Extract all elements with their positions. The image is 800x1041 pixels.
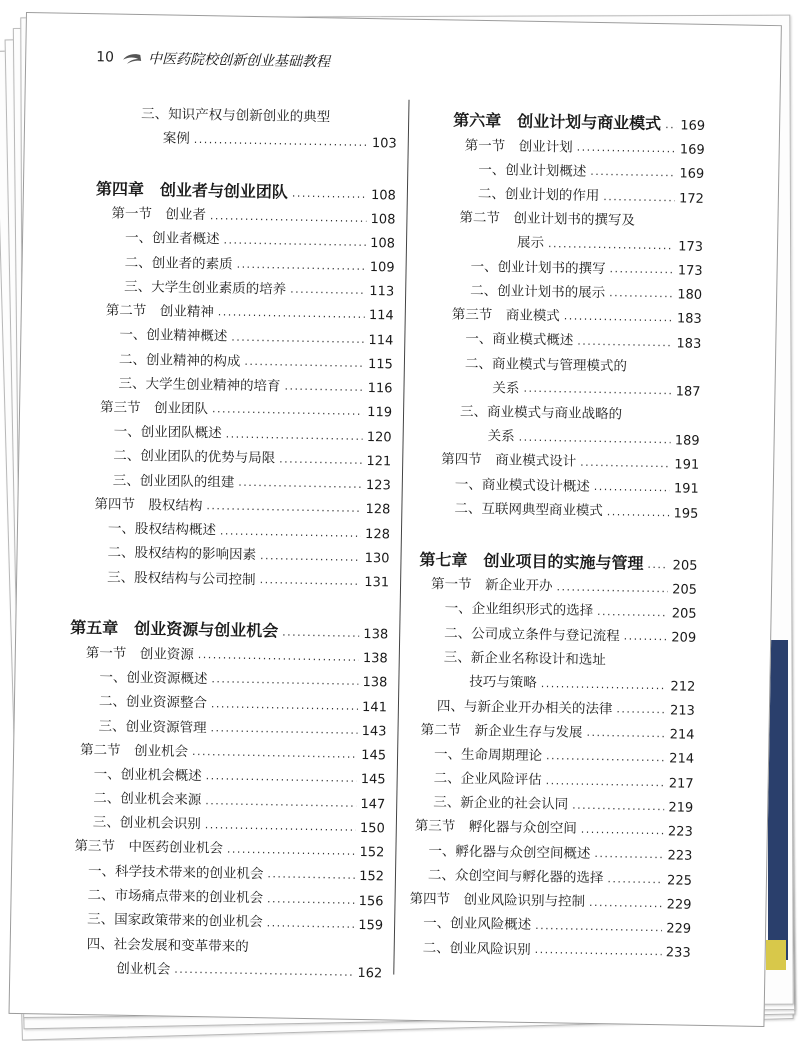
toc-entry-title: 第五章 创业资源与创业机会 — [70, 618, 279, 641]
dot-leader — [607, 873, 663, 885]
toc-page-number: 120 — [366, 429, 392, 446]
dot-leader — [616, 703, 666, 715]
toc-entry-title: 第三节 中医药创业机会 — [74, 838, 224, 858]
toc-page-number: 189 — [674, 433, 700, 449]
toc-entry-title: 一、创业计划书的撰写 — [470, 258, 606, 277]
dot-leader — [577, 142, 676, 155]
toc-entry-title: 三、知识产权与创新创业的典型 — [141, 105, 331, 126]
dot-leader — [226, 428, 363, 441]
toc-section-row[interactable] — [94, 488, 390, 517]
toc-entry-title: 二、创业计划书的展示 — [470, 282, 606, 302]
toc-item-row[interactable] — [434, 737, 694, 766]
toc-entry-title: 二、股权结构的影响因素 — [107, 544, 257, 564]
toc-entry-title: 一、创业精神概述 — [119, 326, 228, 345]
toc-entry-title: 三、商业模式与商业战略的 — [459, 403, 623, 423]
toc-page-number: 191 — [673, 481, 699, 498]
toc-page-number: 123 — [365, 478, 391, 494]
dot-leader — [284, 381, 363, 393]
toc-page-number: 141 — [361, 699, 388, 716]
dot-leader — [572, 800, 664, 813]
toc-entry-title: 第四节 股权结构 — [94, 496, 203, 514]
book-cover-edge — [768, 640, 788, 960]
toc-entry-title: 一、创业资源概述 — [99, 669, 208, 688]
dot-leader — [223, 234, 366, 247]
dot-leader — [564, 311, 673, 324]
toc-page-number: 187 — [675, 384, 701, 401]
toc-entry-title: 三、股权结构与公司控制 — [107, 569, 256, 588]
toc-item-row[interactable] — [437, 689, 695, 718]
toc-entry-title: 二、公司成立条件与登记流程 — [444, 625, 620, 645]
toc-entry-title: 关系 — [492, 380, 520, 397]
toc-item-row[interactable] — [87, 903, 383, 932]
toc-item-row[interactable] — [98, 709, 386, 738]
toc-entry-title: 三、大学生创业素质的培养 — [124, 278, 287, 298]
toc-item-row[interactable] — [119, 342, 393, 371]
dot-leader — [198, 649, 359, 663]
toc-item-row[interactable] — [428, 834, 692, 863]
dot-leader — [580, 457, 670, 470]
toc-page-number: 214 — [669, 727, 695, 743]
toc-section-row[interactable] — [441, 443, 699, 471]
toc-item-row[interactable] — [87, 927, 383, 956]
toc-entry-title: 四、与新企业开办相关的法律 — [436, 697, 613, 717]
toc-page-number: 229 — [666, 896, 692, 913]
toc-entry-title: 一、创业团队概述 — [113, 423, 222, 442]
toc-section-row[interactable] — [106, 294, 394, 323]
dot-leader — [541, 678, 667, 691]
toc-page-number: 195 — [673, 505, 699, 522]
toc-item-row[interactable] — [455, 468, 699, 497]
toc-page-number: 114 — [368, 332, 394, 349]
dot-leader — [244, 356, 364, 369]
toc-item-row[interactable] — [428, 858, 692, 887]
toc-item-row[interactable] — [113, 439, 391, 468]
toc-item-row[interactable] — [114, 415, 392, 444]
dot-leader — [589, 896, 663, 908]
toc-page-number: 180 — [677, 287, 703, 304]
dot-leader — [523, 383, 671, 397]
toc-entry-title: 一、创业机会概述 — [93, 766, 202, 785]
toc-page-number: 138 — [363, 627, 389, 643]
toc-page-number: 130 — [364, 550, 390, 567]
toc-page-number: 103 — [371, 135, 397, 152]
toc-page-number: 121 — [366, 453, 392, 470]
toc-page-number: 131 — [364, 575, 390, 591]
toc-item-row[interactable] — [454, 492, 698, 521]
dot-leader — [212, 404, 363, 418]
toc-page-number: 225 — [666, 872, 693, 889]
toc-item-row[interactable] — [107, 560, 389, 589]
toc-item-row[interactable] — [118, 367, 392, 396]
toc-section-row[interactable] — [465, 129, 705, 157]
toc-page-number: 156 — [358, 893, 384, 909]
toc-entry-title: 第一节 新企业开办 — [430, 576, 553, 595]
toc-item-row[interactable] — [478, 153, 704, 181]
dot-leader — [535, 944, 662, 957]
toc-item-row[interactable] — [93, 782, 385, 811]
dot-leader — [267, 869, 355, 882]
dot-leader — [210, 722, 357, 736]
toc-item-row[interactable] — [445, 592, 697, 621]
toc-entry-title: 二、市场痛点带来的创业机会 — [87, 887, 264, 907]
toc-entry-title: 第二节 新企业生存与发展 — [420, 721, 583, 741]
toc-page-number: 150 — [359, 820, 385, 837]
dot-leader — [624, 631, 668, 643]
toc-entry-title: 三、创业资源管理 — [98, 717, 207, 736]
toc-page-number: 114 — [368, 308, 394, 324]
dot-leader — [581, 824, 664, 836]
toc-page-number: 108 — [370, 235, 396, 252]
toc-page-number: 205 — [671, 606, 697, 622]
dot-leader — [282, 627, 359, 639]
toc-item-row[interactable] — [469, 665, 695, 693]
dot-leader — [237, 259, 366, 272]
toc-page-number: 172 — [678, 191, 704, 207]
toc-page-number: 191 — [674, 457, 700, 473]
toc-entry-title: 第三节 创业团队 — [99, 399, 209, 418]
toc-page-number: 147 — [360, 796, 386, 813]
toc-entry-title: 二、创业计划的作用 — [477, 186, 600, 205]
swoosh-logo-icon — [122, 51, 142, 65]
dot-leader — [548, 238, 674, 251]
toc-page-number: 212 — [670, 679, 696, 695]
toc-page — [9, 12, 782, 1027]
dot-leader — [260, 550, 361, 563]
toc-item-row[interactable] — [119, 318, 393, 347]
toc-entry-title: 第四章 创业者与创业团队 — [95, 178, 289, 202]
dot-leader — [590, 166, 675, 178]
dot-leader — [231, 331, 364, 344]
toc-page-number: 152 — [359, 869, 385, 885]
toc-entry-title: 第二节 创业机会 — [79, 741, 189, 760]
dot-leader — [211, 698, 358, 712]
toc-item-row[interactable] — [465, 346, 701, 374]
toc-entry-title: 三、创业团队的组建 — [112, 472, 235, 491]
dot-leader — [218, 307, 365, 321]
toc-page-number: 217 — [668, 775, 694, 792]
toc-entry-title: 创业机会 — [116, 960, 171, 978]
toc-item-row[interactable] — [87, 878, 383, 907]
dot-leader — [647, 558, 668, 569]
dot-leader — [220, 525, 361, 538]
toc-column-left — [70, 96, 397, 982]
toc-item-row[interactable] — [444, 616, 696, 645]
toc-page-number: 214 — [669, 751, 695, 768]
dot-leader — [260, 574, 361, 587]
toc-item-row[interactable] — [465, 322, 701, 350]
book-title: 中医药院校创新创业基础教程 — [147, 51, 331, 71]
toc-page-number: 173 — [678, 239, 704, 255]
toc-item-row[interactable] — [125, 246, 395, 275]
dot-leader — [238, 477, 362, 490]
toc-entry-title: 第一节 创业计划 — [464, 137, 573, 156]
dot-leader — [279, 453, 362, 465]
toc-entry-title: 一、孵化器与众创空间概述 — [428, 842, 591, 862]
toc-entry-title: 第一节 创业资源 — [85, 644, 194, 663]
toc-item-row[interactable] — [99, 685, 387, 714]
toc-entry-title: 三、大学生创业精神的培育 — [118, 375, 281, 395]
toc-page-number: 219 — [668, 800, 694, 816]
toc-entry-title: 三、新企业的社会认同 — [433, 794, 569, 814]
toc-entry-title: 一、创业风险概述 — [423, 915, 532, 934]
toc-entry-title: 技巧与策略 — [469, 674, 538, 692]
dot-leader — [535, 920, 662, 933]
dot-leader — [194, 134, 368, 148]
toc-entry-title: 第三节 商业模式 — [451, 306, 560, 325]
toc-entry-title: 案例 — [162, 130, 190, 147]
toc-item-row[interactable] — [478, 177, 704, 205]
toc-entry-title: 一、创业者概述 — [124, 230, 220, 248]
toc-item-row[interactable] — [460, 395, 700, 423]
toc-entry-title: 第四节 商业模式设计 — [441, 451, 577, 471]
toc-entry-title: 二、创业资源整合 — [98, 693, 208, 712]
dot-leader — [210, 210, 367, 224]
toc-entry-title: 第六章 创业计划与商业模式 — [453, 110, 662, 134]
toc-chapter-row[interactable] — [70, 610, 388, 642]
dot-leader — [610, 263, 674, 275]
toc-page-number: 162 — [357, 966, 383, 982]
toc-page-number: 183 — [676, 311, 702, 328]
toc-page-number: 145 — [361, 748, 387, 764]
toc-page-number: 108 — [370, 187, 396, 204]
toc-entry-title: 三、国家政策带来的创业机会 — [87, 911, 263, 931]
toc-page-number: 115 — [367, 357, 394, 373]
toc-section-row[interactable] — [459, 201, 703, 229]
toc-section-row[interactable] — [86, 636, 388, 665]
toc-item-row[interactable] — [470, 250, 702, 278]
toc-page-number: 128 — [365, 502, 391, 518]
toc-page-number: 109 — [369, 260, 395, 276]
toc-entry-title: 二、互联网典型商业模式 — [454, 500, 604, 520]
toc-entry-title: 一、创业计划概述 — [478, 161, 587, 180]
toc-page-number: 169 — [679, 166, 705, 183]
dot-leader — [556, 581, 668, 594]
toc-page-number: 108 — [370, 211, 396, 228]
toc-page-number: 116 — [367, 381, 393, 397]
dot-leader — [206, 500, 361, 514]
toc-item-row[interactable] — [116, 952, 382, 981]
toc-item-row[interactable] — [423, 931, 691, 960]
toc-page-number: 169 — [679, 142, 705, 158]
toc-item-row[interactable] — [124, 270, 394, 299]
toc-page-number: 223 — [667, 824, 693, 840]
toc-page-number: 205 — [672, 557, 698, 574]
dot-leader — [546, 775, 665, 788]
toc-item-row[interactable] — [99, 661, 387, 690]
dot-leader — [227, 844, 356, 857]
toc-item-row[interactable] — [434, 762, 694, 791]
toc-entry-title: 二、商业模式与管理模式的 — [464, 355, 628, 375]
toc-chapter-row[interactable] — [419, 542, 697, 573]
toc-page-number: 159 — [358, 917, 384, 934]
dot-leader — [290, 284, 365, 296]
toc-page-number: 205 — [672, 581, 698, 598]
toc-entry-title: 二、创业机会来源 — [93, 790, 202, 809]
toc-page-number: 169 — [680, 118, 706, 134]
toc-page-number: 233 — [665, 945, 691, 961]
toc-entry-title: 第四节 创业风险识别与控制 — [409, 890, 586, 910]
toc-item-row[interactable] — [113, 464, 391, 493]
dot-leader — [205, 795, 356, 809]
toc-entry-title: 四、社会发展和变革带来的 — [86, 935, 249, 955]
toc-item-row[interactable] — [93, 806, 385, 835]
toc-entry-title: 二、创业风险识别 — [422, 939, 531, 958]
toc-entry-title: 一、股权结构概述 — [107, 520, 217, 539]
toc-page-number: 138 — [362, 675, 388, 691]
toc-page-number: 128 — [364, 526, 391, 542]
toc-page-number: 113 — [369, 284, 395, 300]
dot-leader — [267, 893, 355, 906]
toc-entry-title: 关系 — [487, 428, 515, 446]
toc-page-number: 119 — [367, 405, 393, 421]
toc-item-row[interactable] — [492, 371, 700, 399]
toc-page-number: 183 — [676, 336, 702, 352]
toc-chapter-row[interactable] — [96, 171, 396, 202]
toc-page-number: 213 — [669, 703, 696, 719]
dot-leader — [206, 771, 357, 785]
toc-item-row[interactable] — [107, 536, 389, 565]
toc-entry-title: 二、众创空间与孵化器的选择 — [427, 867, 604, 887]
toc-page-number: 143 — [361, 724, 387, 740]
toc-entry-title: 一、商业模式设计概述 — [454, 476, 590, 495]
toc-entry-title: 一、生命周期理论 — [433, 746, 543, 764]
toc-entry-title: 二、企业风险评估 — [433, 770, 542, 789]
dot-leader — [292, 187, 367, 199]
toc-entry-title: 第一节 创业者 — [111, 205, 207, 224]
toc-entry-title: 二、创业者的素质 — [124, 254, 233, 273]
toc-section-row[interactable] — [420, 713, 694, 742]
dot-leader — [267, 917, 355, 930]
toc-item-row[interactable] — [141, 97, 397, 126]
toc-item-row[interactable] — [88, 854, 384, 883]
toc-entry-title: 展示 — [516, 234, 545, 252]
toc-page-number: 145 — [360, 772, 386, 788]
toc-entry-title: 三、创业机会识别 — [92, 814, 201, 833]
toc-chapter-row[interactable] — [453, 102, 705, 132]
toc-page-number: 223 — [667, 848, 693, 864]
toc-item-row[interactable] — [94, 757, 386, 786]
toc-section-row[interactable] — [100, 391, 392, 420]
dot-leader — [211, 674, 358, 688]
toc-entry-title: 一、商业模式概述 — [465, 331, 574, 349]
toc-section-row[interactable] — [80, 733, 386, 762]
toc-item-row[interactable] — [517, 226, 703, 254]
page-header — [96, 44, 596, 79]
dot-leader — [597, 606, 668, 618]
dot-leader — [665, 119, 676, 130]
toc-entry-title: 第二节 创业精神 — [105, 302, 214, 321]
dot-leader — [586, 727, 665, 739]
toc-entry-title: 一、企业组织形式的选择 — [444, 600, 594, 620]
dot-leader — [609, 288, 673, 300]
toc-column-right — [411, 102, 706, 960]
toc-page-number: 138 — [362, 651, 388, 667]
dot-leader — [174, 964, 353, 978]
toc-entry-title: 三、新企业名称设计和选址 — [443, 649, 606, 669]
dot-leader — [603, 191, 675, 203]
dot-leader — [594, 481, 670, 493]
toc-entry-title: 一、科学技术带来的创业机会 — [87, 862, 264, 883]
toc-section-row[interactable] — [452, 298, 702, 326]
toc-item-row[interactable] — [108, 512, 390, 541]
toc-item-row[interactable] — [423, 907, 691, 936]
dot-leader — [192, 746, 357, 760]
toc-page-number: 173 — [677, 263, 703, 280]
toc-page-number: 209 — [671, 630, 697, 646]
toc-item-row[interactable] — [125, 221, 395, 250]
toc-item-row[interactable] — [488, 420, 700, 448]
dot-leader — [607, 506, 670, 518]
toc-entry-title: 第二节 创业计划书的撰写及 — [459, 209, 636, 229]
toc-section-row[interactable] — [431, 568, 697, 597]
toc-entry-title: 二、创业团队的优势与局限 — [113, 448, 276, 467]
toc-entry-title: 二、创业精神的构成 — [118, 351, 241, 370]
toc-item-row[interactable] — [433, 786, 693, 815]
dot-leader — [205, 819, 356, 833]
toc-section-row[interactable] — [111, 197, 395, 226]
toc-page-number: 229 — [666, 921, 692, 937]
toc-section-row[interactable] — [409, 882, 691, 911]
toc-entry-title: 第七章 创业项目的实施与管理 — [419, 549, 644, 573]
page-number: 10 — [96, 49, 115, 66]
dot-leader — [546, 751, 665, 764]
book-cover-accent — [766, 940, 786, 970]
toc-item-row[interactable] — [470, 274, 702, 302]
dot-leader — [577, 335, 672, 348]
toc-entry-title: 第三节 孵化器与众创空间 — [414, 818, 577, 838]
dot-leader — [519, 432, 671, 446]
dot-leader — [594, 848, 663, 860]
toc-item-row[interactable] — [444, 641, 696, 670]
column-divider — [393, 100, 409, 975]
toc-section-row[interactable] — [415, 810, 693, 839]
toc-page-number: 152 — [359, 844, 385, 861]
